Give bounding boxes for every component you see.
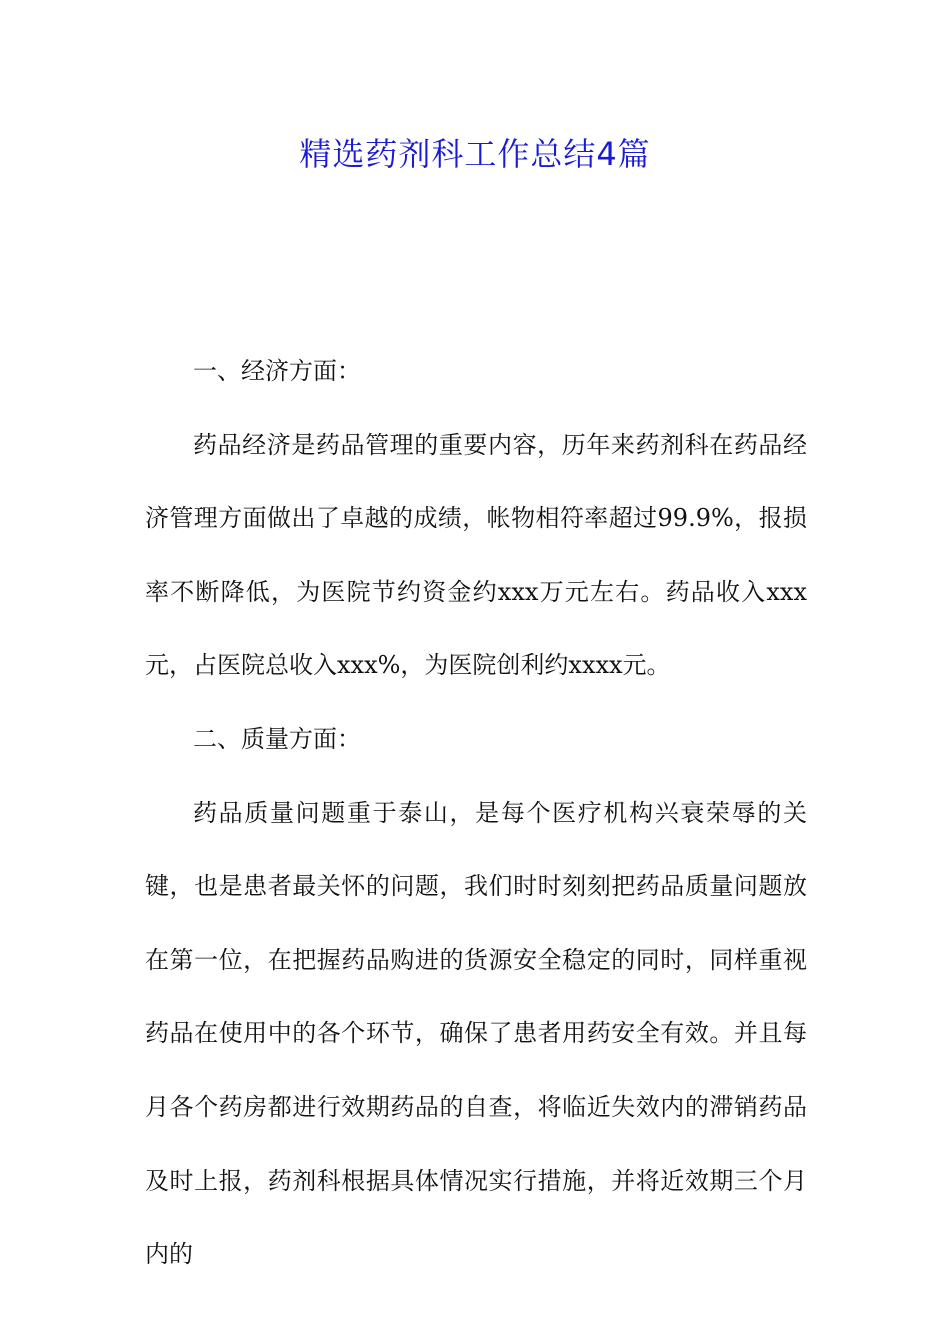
paragraph-quality: 药品质量问题重于泰山，是每个医疗机构兴衰荣辱的关键，也是患者最关怀的问题，我们时时刻刻把药品质量问题放在第一位，在把握药品购进的货源安全稳定的同时，同样重视药品在使用中的各个环节，确保了患者用药安全有效。并且每月各个药房都进行效期药品的自查，将临近失效内的滞销药品及时上报，药剂科根据具体情况实行措施，并将近效期三个月内的 [145,798,807,1269]
document-body [145,335,807,1292]
document-title: 精选药剂科工作总结4篇 [299,135,651,173]
paragraph-economy: 药品经济是药品管理的重要内容，历年来药剂科在药品经济管理方面做出了卓越的成绩，帐物相符率超过99.9%，报损率不断降低，为医院节约资金约xxx万元左右。药品收入xxx元，占医院总收入xxx%，为医院创利约xxxx元。 [145,430,807,680]
section-heading-quality: 二、质量方面： [193,724,361,753]
section-heading-economy: 一、经济方面： [193,357,361,385]
